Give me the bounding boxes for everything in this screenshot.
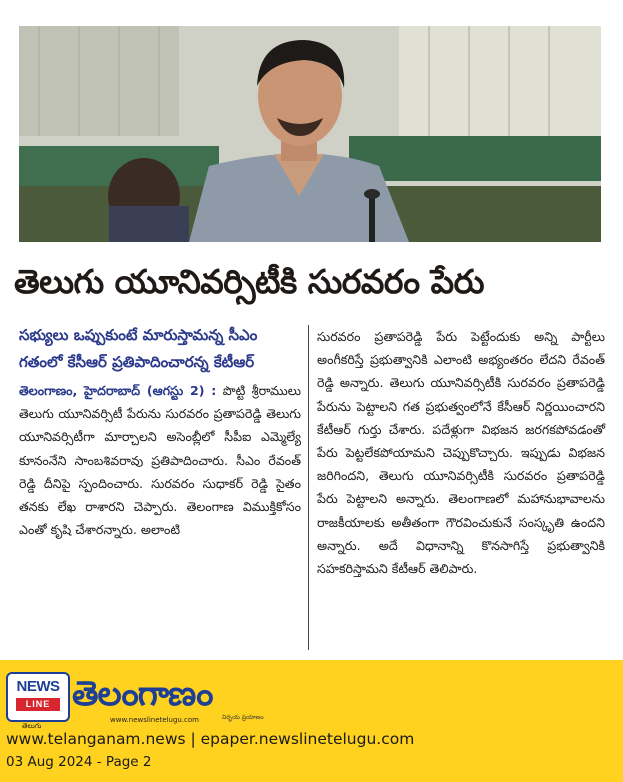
subheading: సభ్యులు ఒప్పుకుంటే మారుస్తామన్న సీఎం <box>19 326 258 344</box>
subheading: గతంలో కేసీఆర్ ప్రతిపాదించారన్న కేటీఆర్ <box>19 353 255 371</box>
logo-news-text: NEWS <box>16 678 60 695</box>
newsline-logo <box>6 672 70 722</box>
date-page: 03 Aug 2024 - Page 2 <box>6 754 152 770</box>
telanganam-brand: తెలంగాణం <box>72 674 213 714</box>
logo-line-text: LINE <box>16 698 60 711</box>
body-text-left: పొట్టి శ్రీరాములు తెలుగు యూనివర్సిటీ పేరును సురవరం ప్రతాపరెడ్డి తెలుగు యూనివర్సిటీగా మార్చాలని అసెంబ్లీలో సీపీఐ ఎమ్మెల్యే కూనంనేని సాంబశివరావు ప్రతిపాదించారు. సీఎం రేవంత్ రెడ్డి దీనిపై స్పందించారు. సురవరం సుధాకర్ రెడ్డి సైతం తనకు లేఖ రాశారని చెప్పారు. తెలంగాణ విముక్తికోసం ఎంతో కృషి చేశారన్నారు. అలాంటి <box>19 383 301 538</box>
brand-url: www.newslinetelugu.com <box>110 716 199 724</box>
body-text-right: సురవరం ప్రతాపరెడ్డి పేరు పెట్టేందుకు అన్ని పార్టీలు అంగీకరిస్తే ప్రభుత్వానికి ఎలాంటి అభ్యంతరం లేదని రేవంత్ రెడ్డి అన్నారు. తెలుగు యూనివర్సిటీకి సురవరం ప్రతాపరెడ్డి పేరును పెట్టాలని గత ప్రభుత్వంలోనే కేసీఆర్ నిర్ణయించారని కేటీఆర్ గుర్తు చేశారు. పదేళ్లుగా విభజన జరగకపోవడంతో పేరు పెట్టలేకపోయామని చెప్పుకొచ్చారు. ఇప్పుడు విభజన జరిగిందని, తెలుగు యూనివర్సిటీకి సురవరం ప్రతాపరెడ్డి పేరు పెట్టాలని అన్నారు. తెలంగాణలో మహానుభావాలను రాజకీయాలకు అతీతంగా గౌరవించుకునే సంస్కృతి ఉందని అన్నారు. అదే విధానాన్ని కొనసాగిస్తే ప్రభుత్వానికి సహకరిస్తామని కేటీఆర్ తెలిపారు. <box>317 329 605 577</box>
site-links: www.telanganam.news | epaper.newslinetelugu.com <box>6 730 415 748</box>
column-divider <box>308 325 309 650</box>
article-column-left <box>19 325 301 541</box>
dateline: తెలంగాణం, హైదరాబాద్ (ఆగస్టు 2) : <box>19 383 217 398</box>
article-column-right <box>317 325 605 580</box>
article-photo <box>19 26 601 242</box>
article-headline: తెలుగు యూనివర్సిటీకి సురవరం పేరు <box>14 262 485 301</box>
article-body-left <box>19 379 301 541</box>
brand-tagline: నిర్భయ ప్రయాణం <box>222 714 264 721</box>
assembly-photo-illustration <box>19 26 601 242</box>
logo-subtitle: తెలుగు <box>22 722 42 730</box>
